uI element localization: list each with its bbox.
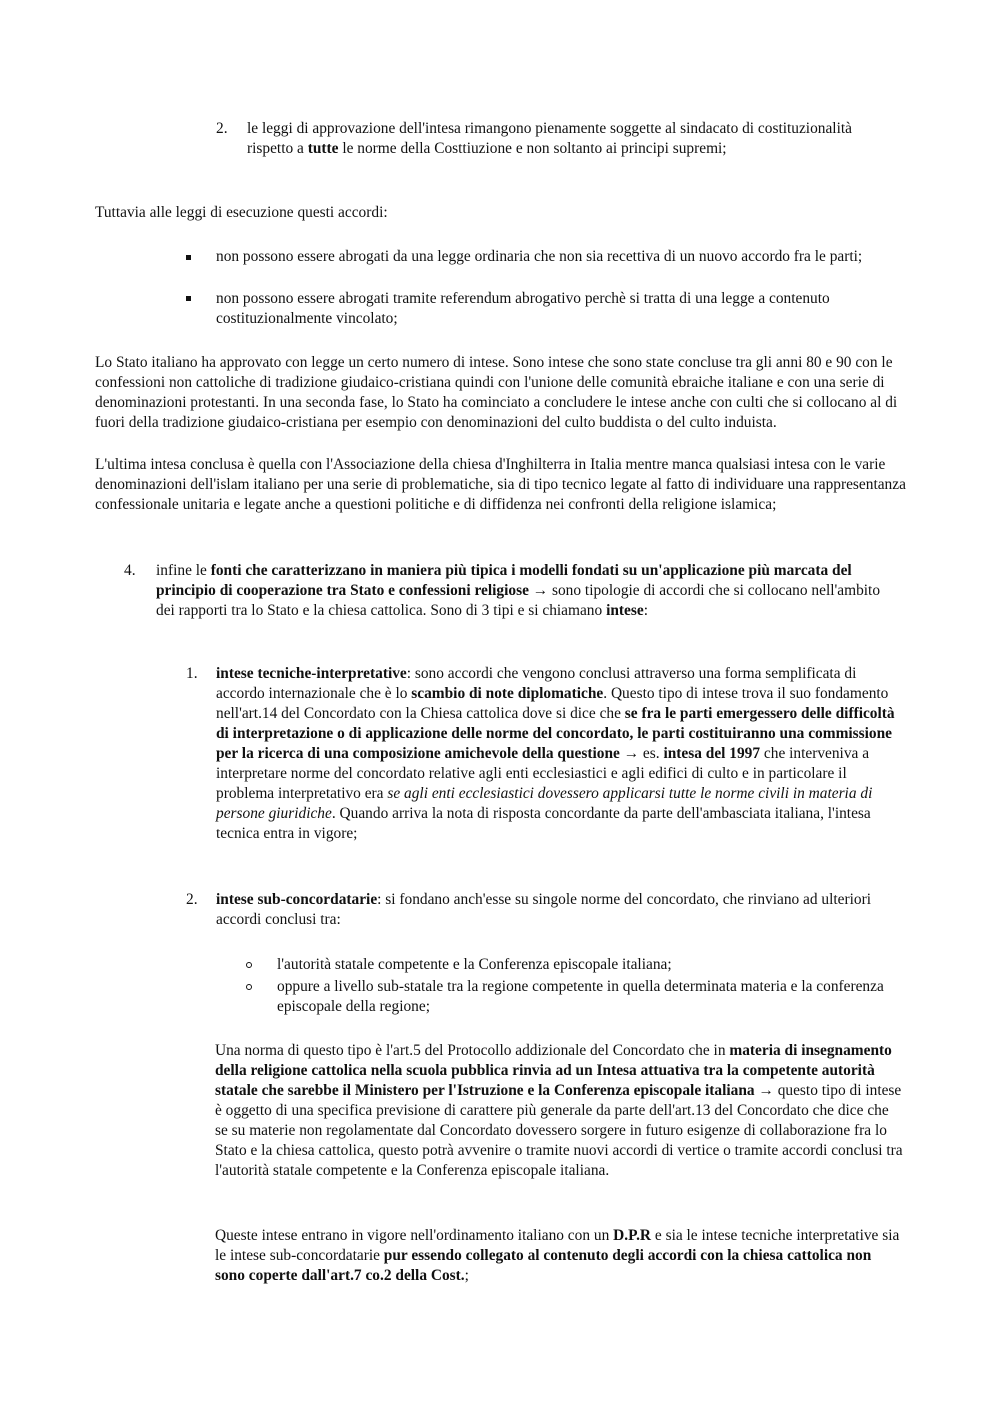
bold-run: fonti che caratterizzano in maniera più tipica i modelli fondati su un'applicazione più marcata del principio di cooperazione tra Stato e confessioni religiose <box>156 562 852 599</box>
text-run: infine le <box>156 562 211 579</box>
list-item-text <box>247 119 867 159</box>
text-run: le norme della Costtiuzione e non soltanto ai principi supremi; <box>338 140 727 157</box>
bold-run: intesa del 1997 <box>663 745 761 762</box>
bullet-square-icon <box>186 296 191 301</box>
bullet-circle-icon <box>246 984 252 990</box>
list-number: 2. <box>186 891 198 908</box>
bold-run: intese tecniche-interpretative <box>216 665 407 682</box>
bold-run: intese <box>606 602 644 619</box>
bold-run: se fra le parti emergessero delle difficoltà di interpretazione o di applicazione delle norme del concordato, le parti costituiranno una commissione per la ricerca di una composizione amichevole della questione <box>216 705 895 762</box>
body-paragraph: L'ultima intesa conclusa è quella con l'Associazione della chiesa d'Inghilterra in Italia mentre manca qualsiasi intesa con le varie denominazioni dell'islam italiano per una serie di problematiche, sia di tipo tecnico legate al fatto di individuare una rappresentanza confessionale unitaria e legate anche a questioni politiche e di diffidenza nei confronti della religione islamica; <box>95 456 906 513</box>
italic-run: se agli enti ecclesiastici dovessero applicarsi tutte le norme civili in materia di persone giuridiche <box>216 785 873 822</box>
text-run: : sono accordi che vengono conclusi attraverso una forma semplificata di accordo internazionale che è lo <box>216 665 857 702</box>
text-run: ; <box>464 1267 469 1284</box>
text-run: le leggi di approvazione dell'intesa rimangono pienamente soggette al sindacato di costituzionalità rispetto a <box>247 120 852 157</box>
body-paragraph: Lo Stato italiano ha approvato con legge un certo numero di intese. Sono intese che sono state concluse tra gli anni 80 e 90 con le confessioni non cattoliche di tradizione giudaico-cristiana quindi con l'unione delle comunità ebraiche italiane e con una serie di denominazioni protestanti. In una seconda fase, lo Stato ha cominciato a concludere le intese anche con culti che si collocano al di fuori della tradizione giudaico-cristiana per esempio con denominazioni del culto buddista o del culto induista. <box>95 354 898 431</box>
text-run: e sia le intese tecniche interpretative sia le intese sub-concordatarie <box>215 1227 900 1264</box>
list-number: 4. <box>124 562 136 579</box>
list-number: 2. <box>216 120 228 137</box>
list-item-text <box>156 561 891 621</box>
text-run: → es. <box>619 745 664 762</box>
text-run: → sono tipologie di accordi che si collocano nell'ambito dei rapporti tra lo Stato e la chiesa cattolica. Sono di 3 tipi e si chiamano <box>156 582 881 619</box>
bullet-item: l'autorità statale competente e la Conferenza episcopale italiana; <box>277 956 672 973</box>
text-run: : si fondano anch'esse su singole norme del concordato, che rinviano ad ulteriori accordi conclusi tra: <box>216 891 872 928</box>
bold-run: scambio di note diplomatiche <box>411 685 604 702</box>
body-paragraph <box>215 1041 905 1181</box>
bullet-item: oppure a livello sub-statale tra la regione competente in quella determinata materia e la conferenza episcopale della regione; <box>277 978 884 1015</box>
list-item-text <box>216 890 896 930</box>
text-run: : <box>643 602 648 619</box>
text-run: → questo tipo di intese è oggetto di una specifica previsione di carattere più generale da parte dell'art.13 del Concordato che dice che se su materie non regolamentate dal Concordato dovessero sorgere in futuro esigenze di collaborazione fra lo Stato e la chiesa cattolica, questo potrà avvenire o tramite nuovi accordi di vertice o tramite accordi conclusi tra l'autorità statale competente e la Conferenza episcopale italiana. <box>215 1082 903 1179</box>
text-run: . Quando arriva la nota di risposta concordante da parte dell'ambasciata italiana, l'intesa tecnica entra in vigore; <box>216 805 871 842</box>
list-item-text <box>216 664 908 844</box>
intro-paragraph: Tuttavia alle leggi di esecuzione questi accordi: <box>95 204 388 221</box>
bullet-item: non possono essere abrogati da una legge ordinaria che non sia recettiva di un nuovo accordo fra le parti; <box>216 248 863 265</box>
bold-run: tutte <box>307 140 339 157</box>
bold-run: intese sub-concordatarie <box>216 891 378 908</box>
bold-run: materia di insegnamento della religione cattolica nella scuola pubblica rinvia ad un Intesa attuativa tra la competente autorità statale che sarebbe il Ministero per l'Istruzione e la Conferenza episcopale italiana <box>215 1042 892 1099</box>
text-run: Una norma di questo tipo è l'art.5 del Protocollo addizionale del Concordato che in <box>215 1042 730 1059</box>
list-number: 1. <box>186 665 198 682</box>
bold-run: pur essendo collegato al contenuto degli accordi con la chiesa cattolica non sono coperte dall'art.7 co.2 della Cost. <box>215 1247 872 1284</box>
bullet-circle-icon <box>246 962 252 968</box>
text-run: Queste intese entrano in vigore nell'ordinamento italiano con un <box>215 1227 614 1244</box>
text-run: . Questo tipo di intese trova il suo fondamento nell'art.14 del Concordato con la Chiesa cattolica dove si dice che <box>216 685 889 722</box>
bullet-item: non possono essere abrogati tramite referendum abrogativo perchè si tratta di una legge a contenuto costituzionalmente vincolato; <box>216 290 830 327</box>
body-paragraph <box>215 1226 905 1286</box>
text-run: che interveniva a interpretare norme del concordato relative agli enti ecclesiastici e agli edifici di culto e in particolare il problema interpretativo era <box>216 745 870 802</box>
bullet-square-icon <box>186 255 191 260</box>
bold-run: D.P.R <box>613 1227 652 1244</box>
